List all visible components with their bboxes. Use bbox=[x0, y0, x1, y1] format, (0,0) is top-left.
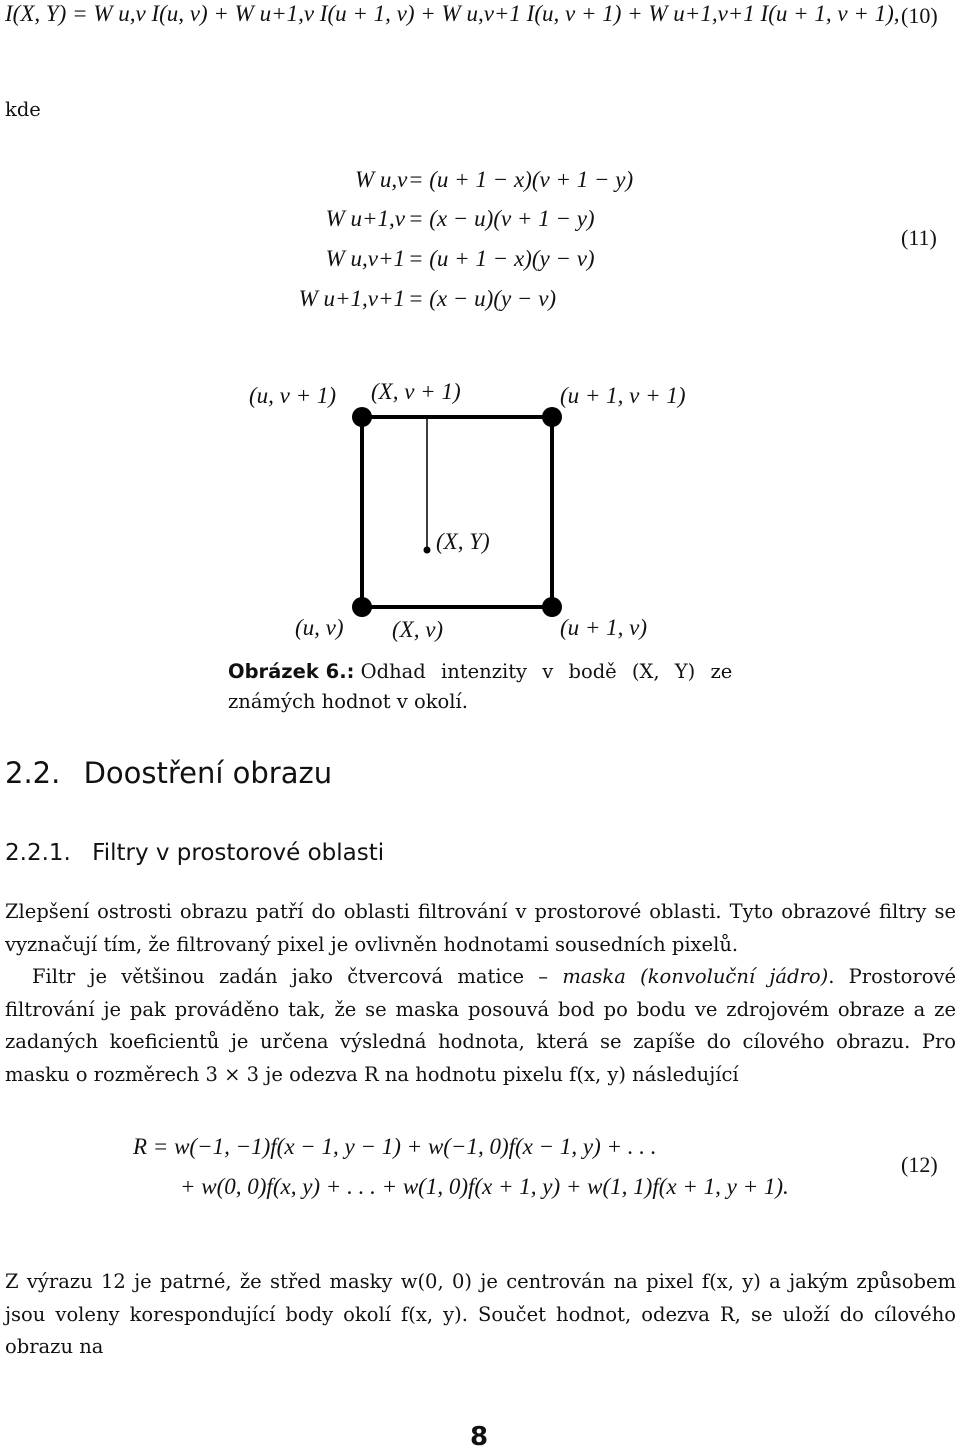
label-X-Y: (X, Y) bbox=[436, 529, 490, 554]
caption-text-1: Odhad intenzity v bodě (X, Y) ze bbox=[360, 660, 733, 683]
eq11-lhs-3: W u,v+1 bbox=[325, 246, 405, 271]
eq11-rhs-2: = (x − u)(v + 1 − y) bbox=[408, 206, 595, 231]
paragraph-2 bbox=[5, 961, 956, 1091]
section-title: Doostření obrazu bbox=[83, 756, 333, 790]
eq11-lhs-4: W u+1,v+1 bbox=[298, 286, 405, 311]
eq11-rhs-4: = (x − u)(y − v) bbox=[408, 286, 557, 311]
equation-12-number: (12) bbox=[901, 1152, 938, 1177]
section-heading bbox=[5, 756, 332, 791]
eq11-lhs-2: W u+1,v bbox=[325, 206, 405, 231]
corner-point-tr bbox=[542, 407, 562, 427]
equation-10-number: (10) bbox=[901, 3, 938, 28]
label-X-v: (X, v) bbox=[392, 617, 444, 642]
figure-caption bbox=[228, 657, 736, 717]
paragraph-2-after: . Prostorové filtrování je pak prováděno tak, že se maska posouvá bod po bodu ve zdrojovém obraze a ze zadaných koeficientů je určena výsledná hodnota, která se zapíše do cílového obrazu. Pro masku o rozměrech 3 × 3 je odezva R na hodnotu pixelu f(x, y) následující bbox=[5, 965, 957, 1086]
equation-10: I(X, Y) = W u,v I(u, v) + W u+1,v I(u + 1, v) + W u,v+1 I(u, v + 1) + W u+1,v+1 I(u + 1, v + 1), bbox=[5, 1, 900, 26]
label-u1-v1: (u + 1, v + 1) bbox=[560, 383, 686, 408]
section-number: 2.2. bbox=[5, 756, 61, 790]
corner-point-bl bbox=[352, 597, 372, 617]
paragraph-3: Z výrazu 12 je patrné, že střed masky w(0, 0) je centrován na pixel f(x, y) a jakým způsobem jsou voleny korespondující body okolí f(x, y). Součet hodnot, odezva R, se uloží do cílového obrazu na bbox=[5, 1270, 956, 1358]
eq12-line-2: + w(0, 0)f(x, y) + . . . + w(1, 0)f(x + 1, y) + w(1, 1)f(x + 1, y + 1). bbox=[180, 1174, 789, 1199]
eq11-lhs-1: W u,v bbox=[355, 167, 408, 192]
corner-point-tl bbox=[352, 407, 372, 427]
grid-square bbox=[362, 417, 552, 607]
label-u-v1: (u, v + 1) bbox=[249, 383, 337, 408]
eq12-line-1: R = w(−1, −1)f(x − 1, y − 1) + w(−1, 0)f(x − 1, y) + . . . bbox=[133, 1134, 657, 1159]
caption-label: Obrázek 6.: bbox=[228, 660, 355, 683]
subsection-title: Filtry v prostorové oblasti bbox=[92, 840, 385, 866]
corner-point-br bbox=[542, 597, 562, 617]
figure-bilinear-grid bbox=[0, 0, 960, 720]
kde-text: kde bbox=[5, 98, 41, 121]
label-X-v1: (X, v + 1) bbox=[371, 379, 461, 404]
paragraph-2-before: Filtr je většinou zadán jako čtvercová matice – bbox=[32, 965, 563, 988]
caption-text-2: známých hodnot v okolí. bbox=[228, 690, 468, 713]
subsection-number: 2.2.1. bbox=[5, 840, 71, 866]
page-number: 8 bbox=[470, 1422, 489, 1452]
paragraph-1: Zlepšení ostrosti obrazu patří do oblasti filtrování v prostorové oblasti. Tyto obrazové filtry se vyznačují tím, že filtrovaný pixel je ovlivněn hodnotami sousedních pixelů. bbox=[5, 900, 956, 956]
paragraph-2-italic: maska (konvoluční jádro) bbox=[562, 965, 829, 988]
label-u-v: (u, v) bbox=[295, 615, 344, 640]
subsection-heading bbox=[5, 840, 384, 868]
eq11-rhs-3: = (u + 1 − x)(y − v) bbox=[408, 246, 595, 271]
label-u1-v: (u + 1, v) bbox=[560, 615, 648, 640]
eq11-rhs-1: = (u + 1 − x)(v + 1 − y) bbox=[408, 167, 634, 192]
interpolated-point bbox=[424, 547, 431, 554]
equation-11-number: (11) bbox=[901, 225, 937, 250]
